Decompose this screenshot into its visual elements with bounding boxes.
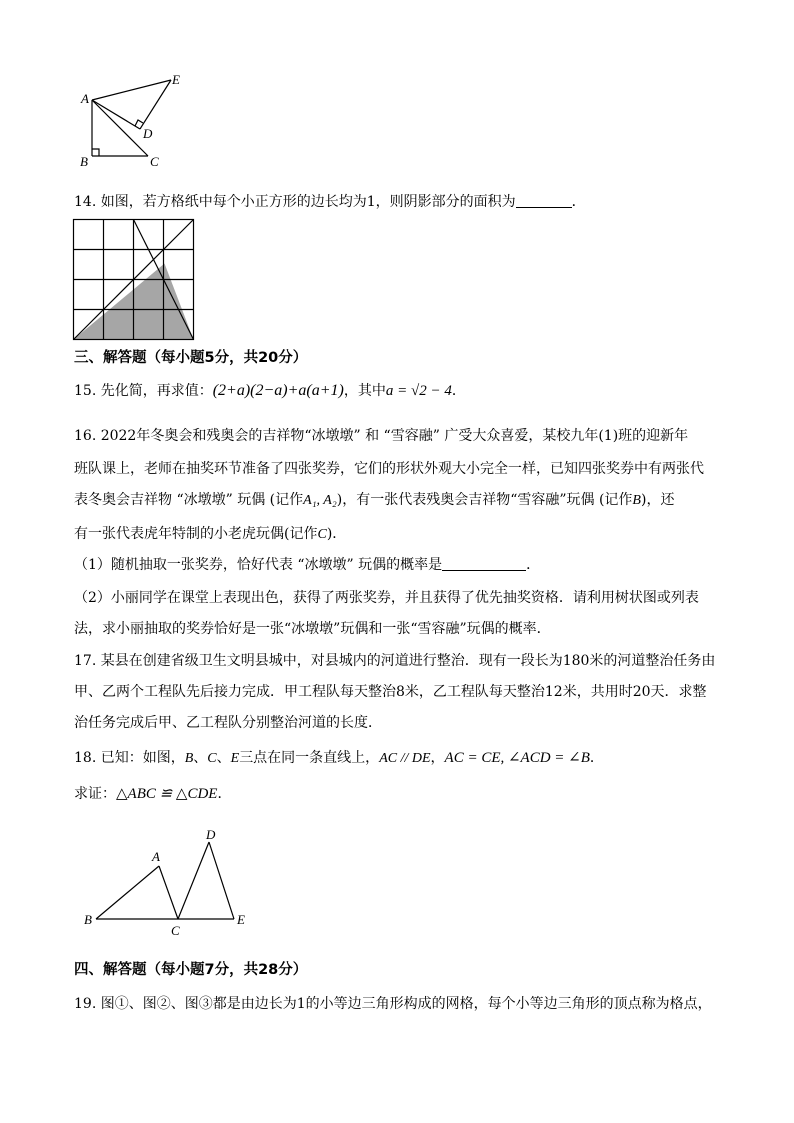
question-15: 15. 先化简，再求值：(2+a)(2−a)+a(a+1)，其中a = √2 − 4． [74, 382, 466, 399]
label-D: D [143, 126, 153, 141]
question-16-line-3: 表冬奥会吉祥物 “冰墩墩” 玩偶 (记作A₁, A₂)，有一张代表残奥会吉祥物“雪容融”玩偶 (记作B)，还 [74, 492, 675, 508]
question-16-part-2-line-1: （2）小丽同学在课堂上表现出色，获得了两张奖券，并且获得了优先抽奖资格．请利用树状图或列表 [74, 590, 699, 606]
label-A: A [81, 91, 89, 106]
label-B: B [84, 912, 92, 927]
answer-blank-14 [516, 193, 572, 208]
question-16-line-1: 16. 2022年冬奥会和残奥会的吉祥物“冰墩墩” 和 “雪容融” 广受大众喜爱，某校九年(1)班的迎新年 [74, 428, 689, 444]
question-16-part-2-line-2: 法，求小丽抽取的奖券恰好是一张“冰墩墩”玩偶和一张“雪容融”玩偶的概率． [74, 621, 551, 637]
figure-14-grid [72, 218, 196, 342]
figure-18 [80, 825, 260, 937]
section-3-title: 三、解答题（每小题5分，共20分） [74, 350, 308, 366]
label-C: C [171, 923, 180, 937]
question-18-prove: 求证：△ABC ≌ △CDE． [74, 786, 232, 802]
label-D: D [206, 827, 216, 842]
label-B: B [80, 154, 88, 169]
label-C: C [150, 154, 159, 169]
question-16-line-2: 班队课上，老师在抽奖环节准备了四张奖券，它们的形状外观大小完全一样，已知四张奖券中有两张代 [74, 461, 704, 477]
question-17-line-1: 17. 某县在创建省级卫生文明县城中，对县城内的河道进行整治．现有一段长为180米的河道整治任务由 [74, 653, 716, 669]
question-17-line-2: 甲、乙两个工程队先后接力完成．甲工程队每天整治8米，乙工程队每天整治12米，共用时20天．求整 [74, 684, 707, 700]
question-18: 18. 已知：如图，B、C、E三点在同一条直线上，AC // DE，AC = CE, ∠ACD = ∠B． [74, 750, 604, 766]
label-E: E [237, 912, 245, 927]
label-A: A [152, 849, 160, 864]
answer-blank-16 [442, 556, 526, 571]
section-4-title: 四、解答题（每小题7分，共28分） [74, 962, 308, 978]
label-E: E [172, 72, 180, 87]
question-19-line-1: 19. 图①、图②、图③都是由边长为1的小等边三角形构成的网格，每个小等边三角形的顶点称为格点， [74, 996, 712, 1012]
question-14: 14. 如图，若方格纸中每个小正方形的边长均为1，则阴影部分的面积为 ． [74, 194, 586, 210]
question-17-line-3: 治任务完成后甲、乙工程队分别整治河道的长度． [74, 715, 382, 731]
question-16-line-4: 有一张代表虎年特制的小老虎玩偶(记作C)． [74, 526, 347, 542]
question-16-part-1: （1）随机抽取一张奖券，恰好代表 “冰墩墩” 玩偶的概率是 ． [74, 557, 541, 573]
figure-13 [74, 68, 194, 172]
